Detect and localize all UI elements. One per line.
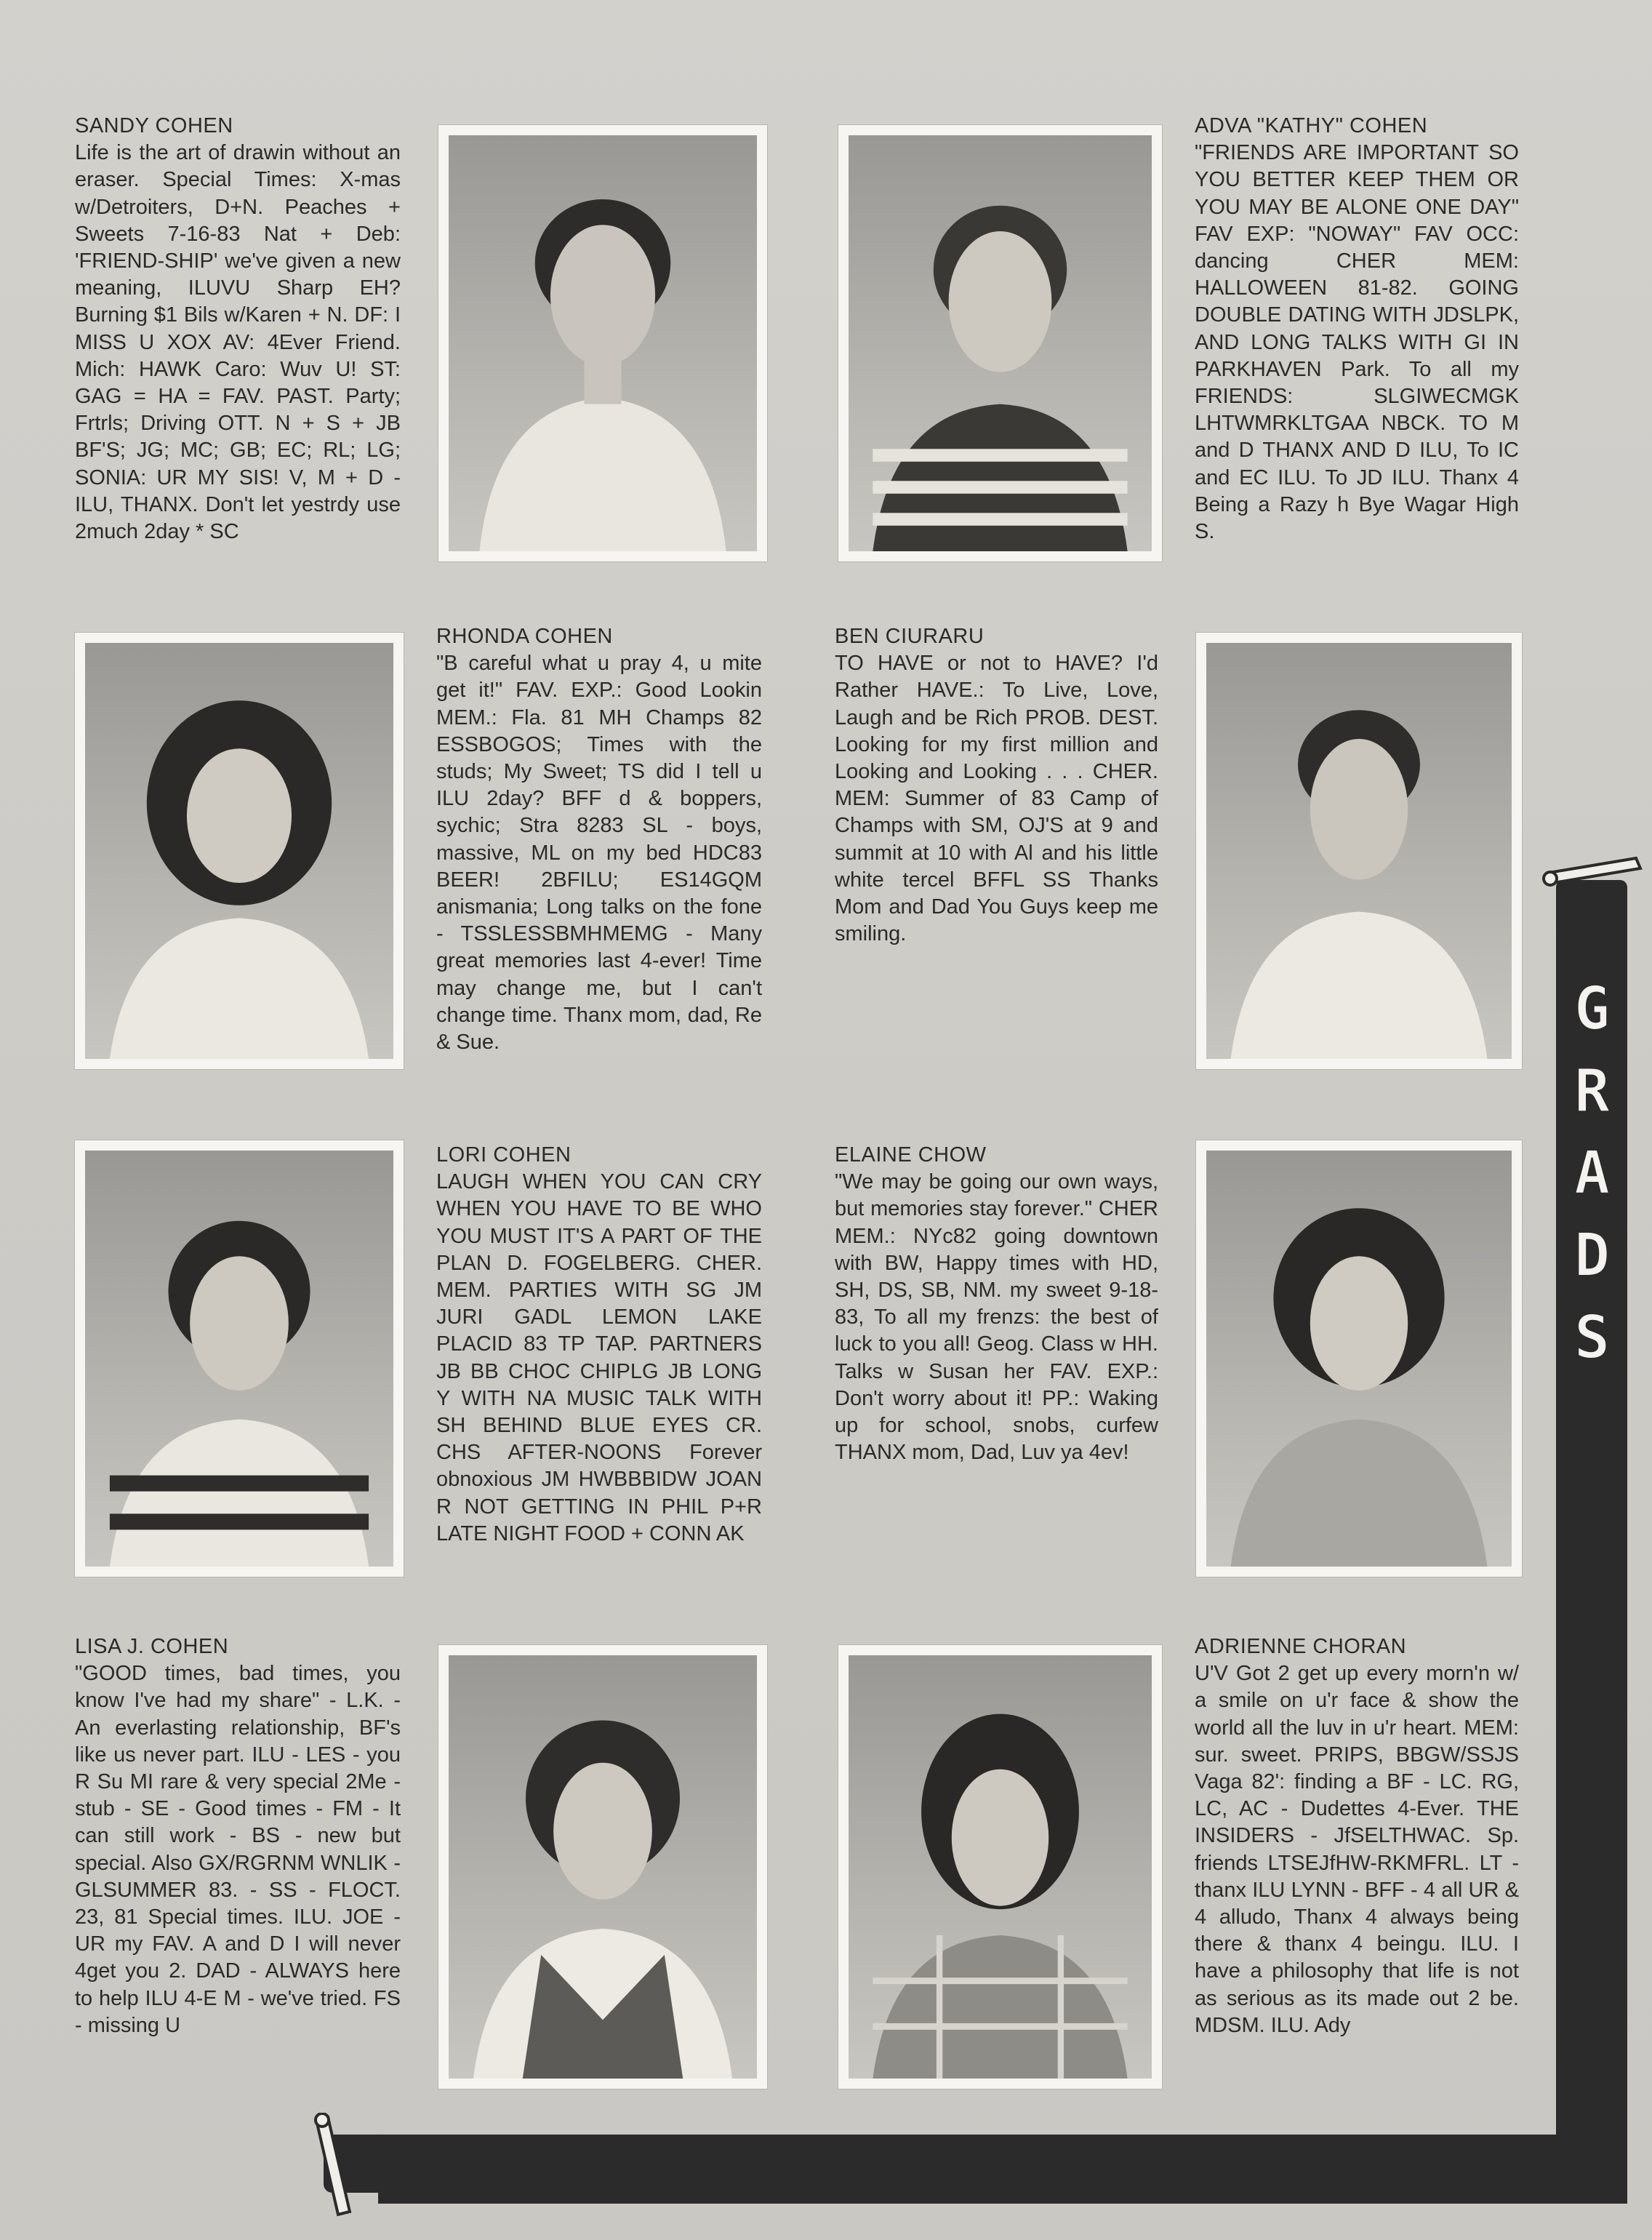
student-entry-rhonda-cohen xyxy=(436,623,762,1056)
student-name: SANDY COHEN xyxy=(75,114,233,137)
portrait-photo-rhonda-cohen xyxy=(75,633,404,1069)
student-name: RHONDA COHEN xyxy=(436,625,613,648)
student-bio: Life is the art of drawin without an eraser. Special Times: X-mas w/Detroiters, D+N. Peaches + Sweets 7-16-83 Nat + Deb: 'FRIEND-SHIP' we've given a new meaning, ILUVU Sharp EH? Burning $1 Bils w/Karen + N. DF: I MISS U XOX AV: 4Ever Friend. Mich: HAWK Caro: Wuv U! ST: GAG = HA = FAV. PAST. Party; Frtrls; Driving OTT. N + S + JB BF'S; JG; MC; GB; EC; RL; LG; SONIA: UR MY SIS! V, M + D - ILU, THANX. Don't let yestrdy use 2much 2day * SC xyxy=(75,141,401,544)
student-bio: "FRIENDS ARE IMPORTANT SO YOU BETTER KEEP THEM OR YOU MAY BE ALONE ONE DAY" FAV EXP: "NOWAY" FAV OCC: dancing CHER MEM: HALLOWEEN 81-82. GOING DOUBLE DATING WITH JDSLPK, AND LONG TALKS WITH GI IN PARKHAVEN Park. To all my FRIENDS: SLGIWECMGK LHTWMRKLTGAA NBCK. TO M and D THANX AND D ILU, To IC and EC ILU. To JD ILU. Thanx 4 Being a Razy h Bye Wagar High S. xyxy=(1195,141,1519,544)
portrait-photo-adrienne-choran xyxy=(838,1645,1162,2089)
student-bio: "We may be going our own ways, but memories stay forever." CHER MEM.: NYc82 going downtown with BW, Happy times with HD, SH, DS, SB, NM. my sweet 9-18-83, To all my frenzs: the best of luck to you all! Geog. Class w HH. Talks w Susan her FAV. EXP.: Don't worry about it! PP.: Waking up for school, snobs, curfew THANX mom, Dad, Luv ya 4ev! xyxy=(835,1170,1158,1465)
grads-banner-text xyxy=(1557,975,1627,1385)
student-name: ELAINE CHOW xyxy=(835,1143,987,1167)
fist-holding-diploma-icon xyxy=(1534,844,1651,931)
student-entry-adva-cohen xyxy=(1195,113,1519,545)
student-entry-adrienne-choran xyxy=(1195,1633,1519,2039)
bottom-banner xyxy=(378,2135,1627,2204)
student-entry-ben-ciuraru xyxy=(835,623,1158,948)
student-entry-lori-cohen xyxy=(436,1142,762,1548)
portrait-photo-lisa-cohen xyxy=(438,1645,767,2089)
student-name: LISA J. COHEN xyxy=(75,1635,229,1658)
student-name: ADVA "KATHY" COHEN xyxy=(1195,114,1428,137)
student-name: ADRIENNE CHORAN xyxy=(1195,1635,1407,1658)
fist-holding-diploma-icon xyxy=(294,2113,411,2222)
student-bio: TO HAVE or not to HAVE? I'd Rather HAVE.: To Live, Love, Laugh and be Rich PROB. DEST. Looking for my first million and Looking and Looking . . . CHER. MEM: Summer of 83 Camp of Champs with SM, OJ'S at 9 and summit at 10 with Al and his little white tercel BFFL SS Thanks Mom and Dad You Guys keep me smiling. xyxy=(835,652,1158,946)
portrait-photo-lori-cohen xyxy=(75,1140,404,1577)
portrait-photo-ben-ciuraru xyxy=(1196,633,1522,1069)
portrait-photo-sandy-cohen xyxy=(438,125,767,561)
portrait-photo-adva-cohen xyxy=(838,125,1162,561)
student-entry-elaine-chow xyxy=(835,1142,1158,1466)
student-entry-sandy-cohen xyxy=(75,113,401,545)
student-name: LORI COHEN xyxy=(436,1143,572,1167)
student-name: BEN CIURARU xyxy=(835,625,985,648)
student-bio: U'V Got 2 get up every morn'n w/ a smile on u'r face & show the world all the luv in u'r heart. MEM: sur. sweet. PRIPS, BBGW/SSJS Vaga 82': finding a BF - LC. RG, LC, AC - Dudettes 4-Ever. THE INSIDERS - JfSELTHWAC. Sp. friends LTSEJfHW-RKMFRL. LT - thanx ILU LYNN - BFF - 4 all UR & 4 alludo, Thanx 4 always being there & thanx 4 beingu. ILU. I have a philosophy that life is not as serious as its made out 2 be. MDSM. ILU. Ady xyxy=(1195,1662,1519,2037)
student-bio: LAUGH WHEN YOU CAN CRY WHEN YOU HAVE TO BE WHO YOU MUST IT'S A PART OF THE PLAN D. FOGELBERG. CHER. MEM. PARTIES WITH SG JM JURI GADL LEMON LAKE PLACID 83 TP TAP. PARTNERS JB BB CHOC CHIPLG JB LONG Y WITH NA MUSIC TALK WITH SH BEHIND BLUE EYES CR. CHS AFTER-NOONS Forever obnoxious JM HWBBBIDW JOAN R NOT GETTING IN PHIL P+R LATE NIGHT FOOD + CONN AK xyxy=(436,1170,762,1545)
student-entry-lisa-cohen xyxy=(75,1633,401,2039)
student-bio: "B careful what u pray 4, u mite get it!" FAV. EXP.: Good Lookin MEM.: Fla. 81 MH Champs 82 ESSBOGOS; Times with the studs; My Sweet; TS did I tell u ILU 2day? BFF d & boppers, sychic; Stra 8283 SL - boys, massive, ML on my bed HDC83 BEER! 2BFILU; ES14GQM anismania; Long talks on the fone - TSSLESSBMHMEMG - Many great memories last 4-ever! Time may change me, but I can't change time. Thanx mom, dad, Re & Sue. xyxy=(436,652,762,1055)
student-bio: "GOOD times, bad times, you know I've had my share" - L.K. - An everlasting relationship, BF's like us never part. ILU - LES - you R Su MI rare & very special 2Me - stub - SE - Good times - FM - It can still work - BS - new but special. Also GX/RGRNM WNLIK - GLSUMMER 83. - SS - FLOCT. 23, 81 Special times. ILU. JOE - UR my FAV. A and D I will never 4get you 2. DAD - ALWAYS here to help ILU 4-E M - we've tried. FS - missing U xyxy=(75,1662,401,2037)
portrait-photo-elaine-chow xyxy=(1196,1140,1522,1577)
grads-banner-word: GRADS xyxy=(1557,975,1627,1385)
